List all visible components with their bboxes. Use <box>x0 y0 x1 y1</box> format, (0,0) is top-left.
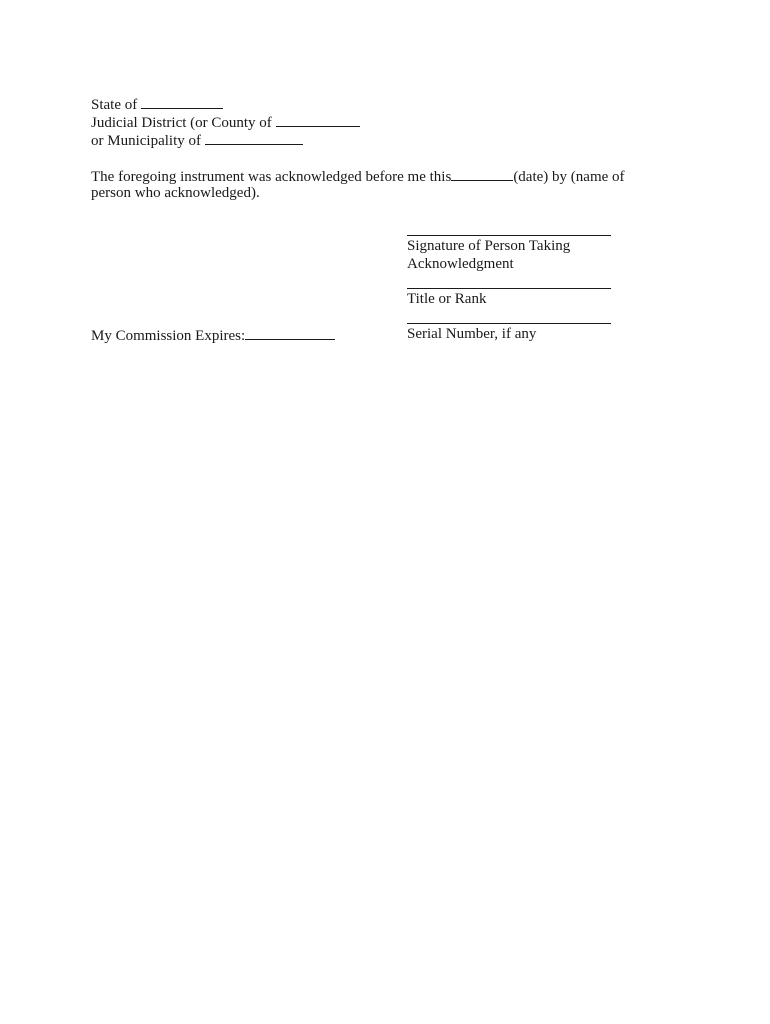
title-rule[interactable] <box>407 288 611 289</box>
serial-rule[interactable] <box>407 323 611 324</box>
municipality-blank[interactable] <box>205 130 303 145</box>
state-blank[interactable] <box>141 94 223 109</box>
municipality-label: or Municipality of <box>91 133 201 149</box>
commission-label: My Commission Expires: <box>91 328 246 344</box>
acknowledgment-text-part2: (date) by (name of <box>513 169 625 185</box>
serial-label: Serial Number, if any <box>407 326 537 342</box>
commission-line <box>91 325 335 345</box>
district-label: Judicial District (or County of <box>91 115 272 131</box>
date-blank[interactable] <box>451 166 513 181</box>
state-line <box>91 94 223 114</box>
signature-label-1: Signature of Person Taking <box>407 238 571 254</box>
state-label: State of <box>91 97 138 113</box>
signature-rule[interactable] <box>407 235 611 236</box>
acknowledgment-text-line2: person who acknowledged). <box>91 185 260 201</box>
acknowledgment-line-1 <box>91 166 625 186</box>
acknowledgment-text-part1: The foregoing instrument was acknowledged before me this <box>91 169 452 185</box>
title-label: Title or Rank <box>407 291 487 307</box>
commission-blank[interactable] <box>245 325 335 340</box>
acknowledgment-line-2 <box>91 184 260 202</box>
signature-label-2: Acknowledgment <box>407 256 514 272</box>
district-blank[interactable] <box>276 112 360 127</box>
municipality-line <box>91 130 303 150</box>
district-line <box>91 112 360 132</box>
